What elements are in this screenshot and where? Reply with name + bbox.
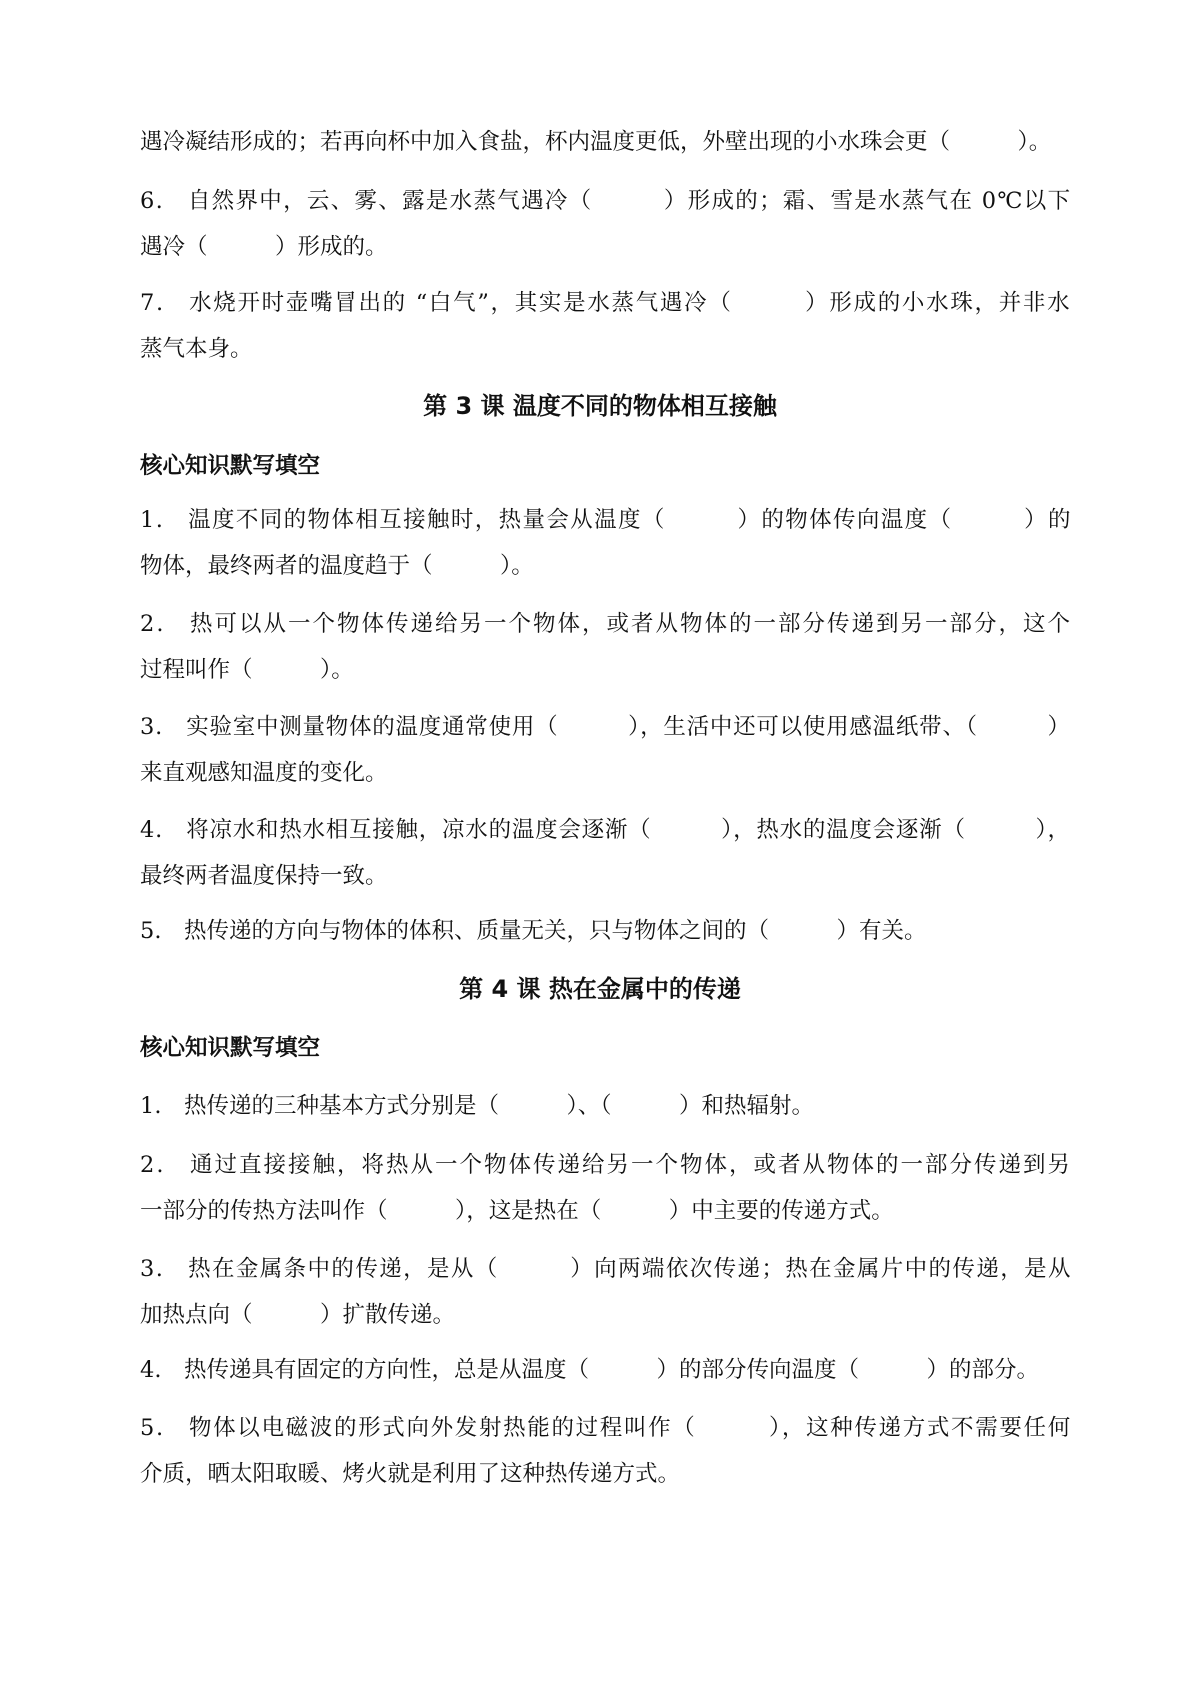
text-line: 来直观感知温度的变化。	[140, 760, 388, 786]
text-line: 4. 将凉水和热水相互接触，凉水的温度会逐渐（ ），热水的温度会逐渐（ ），	[140, 817, 1071, 843]
lesson4-subhead: 核心知识默写填空	[140, 1035, 321, 1061]
lesson2-item-6	[140, 178, 1070, 270]
lesson3-item-1	[140, 497, 1070, 589]
text-line: 介质，晒太阳取暖、烤火就是利用了这种热传递方式。	[140, 1461, 681, 1487]
lesson3-title: 第 3 课 温度不同的物体相互接触	[423, 392, 777, 420]
lesson4-title: 第 4 课 热在金属中的传递	[459, 975, 741, 1003]
lesson4-item-2	[140, 1142, 1070, 1234]
text-line: 一部分的传热方法叫作（ ），这是热在（ ）中主要的传递方式。	[140, 1198, 894, 1224]
lesson4-item-3	[140, 1246, 1070, 1338]
lesson3-item-3	[140, 704, 1070, 796]
text-line: 7. 水烧开时壶嘴冒出的 “白气”，其实是水蒸气遇冷（ ）形成的小水珠，并非水	[140, 290, 1072, 316]
text-line: 2. 通过直接接触，将热从一个物体传递给另一个物体，或者从物体的一部分传递到另	[140, 1152, 1072, 1178]
text-line: 5. 物体以电磁波的形式向外发射热能的过程叫作（ ），这种传递方式不需要任何	[140, 1415, 1072, 1441]
lesson3-item-5	[140, 908, 1070, 954]
text-line: 3. 实验室中测量物体的温度通常使用（ ），生活中还可以使用感温纸带、（ ）	[140, 714, 1071, 740]
lesson3-item-2	[140, 601, 1070, 693]
text-line: 最终两者温度保持一致。	[140, 863, 388, 889]
text-line: 蒸气本身。	[140, 336, 253, 362]
lesson4-item-5	[140, 1405, 1070, 1497]
text-line: 物体，最终两者的温度趋于（ ）。	[140, 553, 534, 579]
lesson2-item-7	[140, 280, 1070, 372]
text-line: 过程叫作（ ）。	[140, 657, 354, 683]
lesson4-item-4	[140, 1347, 1070, 1393]
text-line: 加热点向（ ）扩散传递。	[140, 1302, 456, 1328]
lesson4-item-1	[140, 1083, 1070, 1129]
lesson3-subhead: 核心知识默写填空	[140, 453, 321, 479]
lesson3-item-4	[140, 807, 1070, 899]
text-line: 遇冷（ ）形成的。	[140, 234, 388, 260]
text-line: 5. 热传递的方向与物体的体积、质量无关，只与物体之间的（ ）有关。	[140, 918, 927, 944]
text-line: 1. 温度不同的物体相互接触时，热量会从温度（ ）的物体传向温度（ ）的	[140, 507, 1072, 533]
text-line: 2. 热可以从一个物体传递给另一个物体，或者从物体的一部分传递到另一部分，这个	[140, 611, 1072, 637]
text-line: 1. 热传递的三种基本方式分别是（ ）、（ ）和热辐射。	[140, 1093, 814, 1119]
previous-item-continuation	[140, 119, 1070, 165]
text-line: 4. 热传递具有固定的方向性，总是从温度（ ）的部分传向温度（ ）的部分。	[140, 1357, 1039, 1383]
text-line: 遇冷凝结形成的；若再向杯中加入食盐，杯内温度更低，外壁出现的小水珠会更（ ）。	[140, 129, 1052, 155]
text-line: 3. 热在金属条中的传递，是从（ ）向两端依次传递；热在金属片中的传递，是从	[140, 1256, 1072, 1282]
text-line: 6. 自然界中，云、雾、露是水蒸气遇冷（ ）形成的；霜、雪是水蒸气在 0℃以下	[140, 188, 1072, 214]
